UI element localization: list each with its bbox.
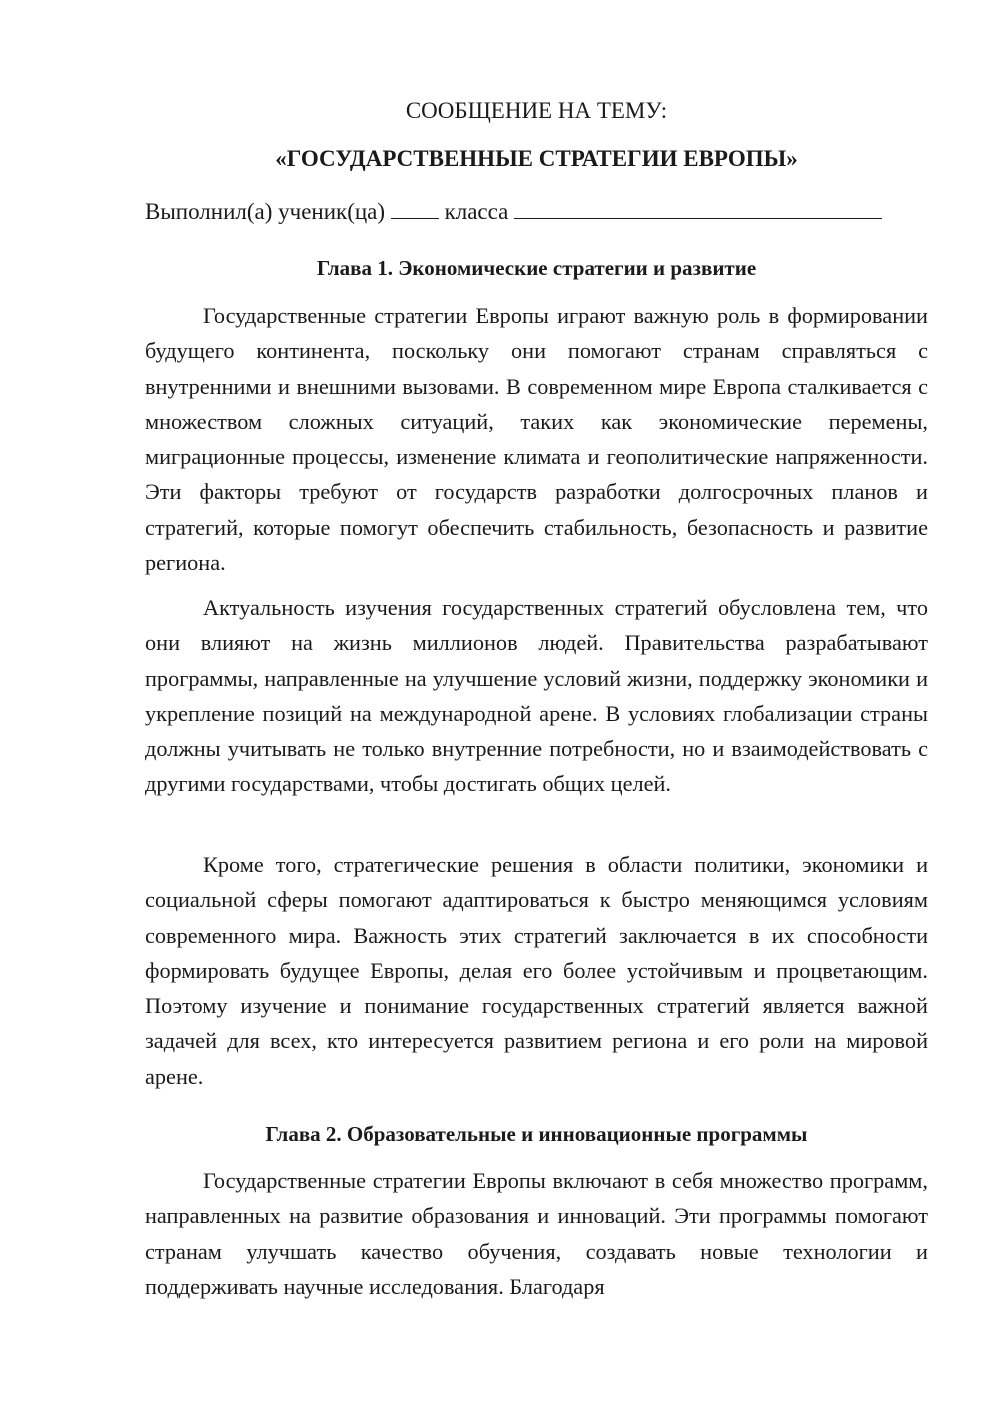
chapter-1-paragraph-3: Кроме того, стратегические решения в области политики, экономики и социальной сферы помогают адаптироваться к быстро меняющимся условиям современного мира. Важность этих стратегий заключается в их способности формировать будущее Европы, делая его более устойчивым и процветающим. Поэтому изучение и понимание государственных стратегий является важной задачей для всех, кто интересуется развитием региона и его роли на мировой арене.	[145, 852, 928, 1089]
chapter-1-heading: Глава 1. Экономические стратегии и развитие	[316, 256, 757, 280]
class-number-blank	[391, 198, 439, 219]
author-label: Выполнил(а) ученик(ца)	[145, 199, 386, 224]
class-label: класса	[444, 199, 509, 224]
chapter-1-paragraph-2: Актуальность изучения государственных стратегий обусловлена тем, что они влияют на жизнь миллионов людей. Правительства разрабатывают программы, направленные на улучшение условий жизни, поддержку экономики и укрепление позиций на международной арене. В условиях глобализации страны должны учитывать не только внутренние потребности, но и взаимодействовать с другими государствами, чтобы достигать общих целей.	[145, 595, 928, 797]
author-line	[145, 197, 928, 227]
document-title-line-1: СООБЩЕНИЕ НА ТЕМУ:	[405, 98, 668, 123]
chapter-2-heading: Глава 2. Образовательные и инновационные программы	[265, 1122, 808, 1146]
student-name-blank	[514, 198, 882, 219]
chapter-2-paragraph-1: Государственные стратегии Европы включают в себя множество программ, направленных на развитие образования и инноваций. Эти программы помогают странам улучшать качество обучения, создавать новые технологии и поддерживать научные исследования. Благодаря	[145, 1168, 928, 1299]
document-title-line-2: «ГОСУДАРСТВЕННЫЕ СТРАТЕГИИ ЕВРОПЫ»	[275, 146, 798, 171]
chapter-1-paragraph-1: Государственные стратегии Европы играют важную роль в формировании будущего континента, поскольку они помогают странам справляться с внутренними и внешними вызовами. В современном мире Европа сталкивается с множеством сложных ситуаций, таких как экономические перемены, миграционные процессы, изменение климата и геополитические напряженности. Эти факторы требуют от государств разработки долгосрочных планов и стратегий, которые помогут обеспечить стабильность, безопасность и развитие региона.	[145, 303, 928, 576]
